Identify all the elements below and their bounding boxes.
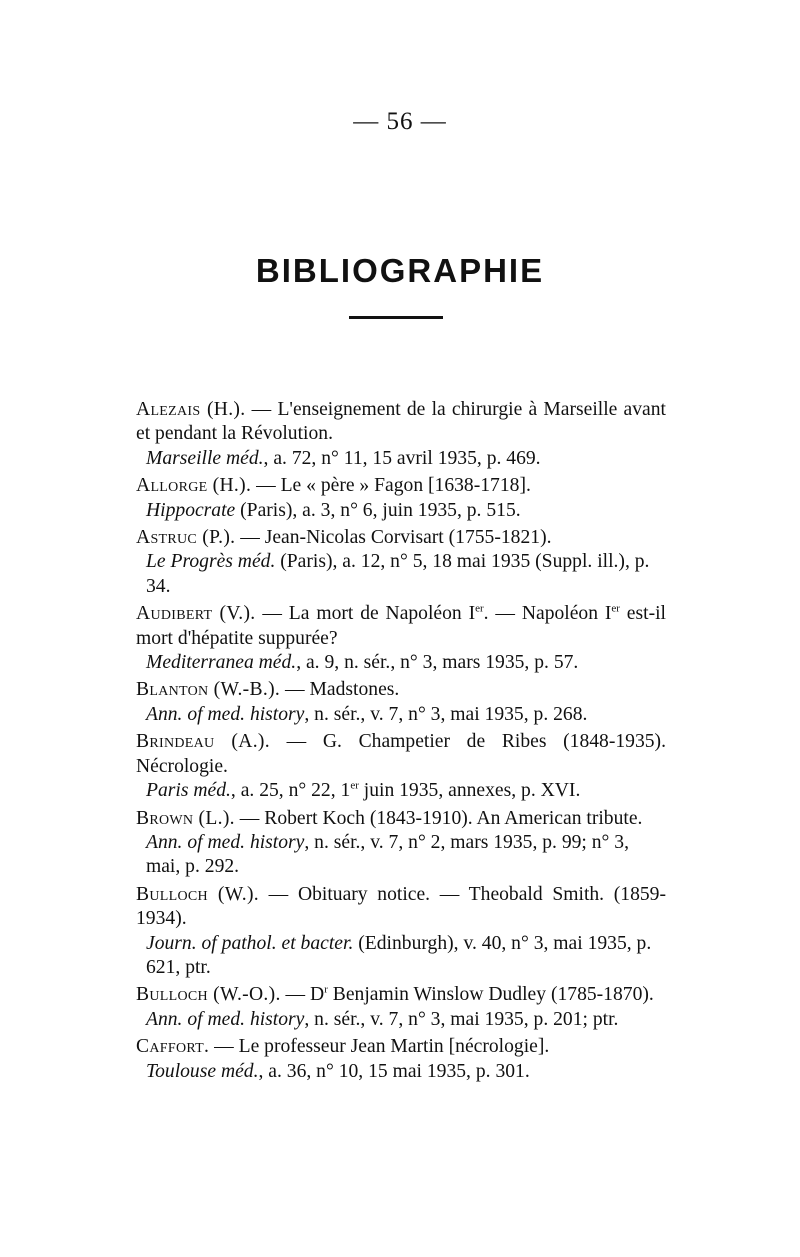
entry-journal: Toulouse méd. xyxy=(146,1060,259,1082)
entry-author: Allorge (H.). xyxy=(136,475,252,497)
page-title: BIBLIOGRAPHIE xyxy=(255,252,545,289)
entry-text: — Robert Koch (1843-1910). An American tribute. xyxy=(234,807,643,829)
entry-source xyxy=(136,703,666,727)
entry-source xyxy=(136,831,666,880)
entry-superscript: r xyxy=(324,983,328,996)
bibliography-entry xyxy=(136,807,666,880)
bibliography-entry xyxy=(136,474,666,523)
entry-heading xyxy=(136,678,666,702)
entry-heading xyxy=(136,474,666,498)
entry-author: Bulloch (W.). xyxy=(136,883,259,905)
entry-source xyxy=(136,550,666,599)
entry-details: , n. sér., v. 7, n° 2, mars 1935, p. 99; n° 3, mai, p. 292. xyxy=(146,831,629,878)
entry-details: , n. sér., v. 7, n° 3, mai 1935, p. 268. xyxy=(304,703,588,725)
entry-journal: Paris méd. xyxy=(146,780,231,802)
entry-text: Benjamin Winslow Dudley (1785-1870). xyxy=(327,984,654,1006)
entry-author: Caffort. xyxy=(136,1036,210,1058)
bibliography-entry xyxy=(136,983,666,1032)
title-rule xyxy=(349,316,443,319)
entry-details: , a. 9, n. sér., n° 3, mars 1935, p. 57. xyxy=(296,652,579,674)
page-number: — 56 — xyxy=(353,108,447,135)
entry-source xyxy=(136,1008,666,1032)
entry-heading xyxy=(136,398,666,447)
entry-heading xyxy=(136,807,666,831)
entry-text: — Le « père » Fagon [1638-1718]. xyxy=(251,475,531,497)
entry-author: Blanton (W.-B.). xyxy=(136,679,281,701)
entry-author: Bulloch (W.-O.). xyxy=(136,984,281,1006)
entry-text: — Le professeur Jean Martin [nécrologie]. xyxy=(209,1036,550,1058)
entry-heading xyxy=(136,526,666,550)
bibliography-list xyxy=(136,398,666,1087)
entry-source xyxy=(136,499,666,523)
entry-text: est-il mort d'hépatite suppurée? xyxy=(136,603,666,649)
entry-source xyxy=(136,651,666,675)
entry-text: — Obituary notice. — Theobald Smith. (1859-1934). xyxy=(136,883,667,930)
entry-heading xyxy=(136,730,666,779)
entry-details: juin 1935, annexes, p. XVI. xyxy=(358,780,581,802)
bibliography-entry xyxy=(136,883,666,981)
entry-journal: Le Progrès méd. xyxy=(146,551,276,573)
entry-source xyxy=(136,932,666,981)
bibliography-entry xyxy=(136,526,666,599)
entry-superscript: er xyxy=(611,602,620,615)
entry-author: Brindeau (A.). xyxy=(136,731,270,753)
entry-journal: Ann. of med. history xyxy=(146,703,305,725)
entry-superscript: er xyxy=(350,779,359,792)
entry-journal: Ann. of med. history xyxy=(146,1008,305,1030)
entry-source xyxy=(136,1060,666,1084)
entry-heading xyxy=(136,1035,666,1059)
entry-text: — Jean-Nicolas Corvisart (1755-1821). xyxy=(235,527,552,549)
entry-details: , a. 72, n° 11, 15 avril 1935, p. 469. xyxy=(263,447,541,469)
entry-text: — L'enseignement de la chirurgie à Marseille avant et pendant la Révolution. xyxy=(136,399,666,445)
entry-details: (Paris), a. 12, n° 5, 18 mai 1935 (Suppl. ill.), p. 34. xyxy=(146,551,650,597)
entry-journal: Ann. of med. history xyxy=(146,831,305,853)
entry-author: Brown (L.). xyxy=(136,807,235,829)
entry-details: (Edinburgh), v. 40, n° 3, mai 1935, p. 621, ptr. xyxy=(146,932,652,978)
bibliography-entry xyxy=(136,1035,666,1084)
bibliography-entry xyxy=(136,730,666,803)
entry-source xyxy=(136,447,666,471)
entry-superscript: er xyxy=(475,602,484,615)
entry-journal: Hippocrate xyxy=(146,499,236,521)
bibliography-entry xyxy=(136,602,666,675)
entry-author: Audibert (V.). xyxy=(136,603,256,625)
entry-text: — Madstones. xyxy=(280,679,400,701)
entry-journal: Journ. of pathol. et bacter. xyxy=(146,932,354,954)
entry-author: Alezais (H.). xyxy=(136,399,246,420)
entry-details: (Paris), a. 3, n° 6, juin 1935, p. 515. xyxy=(235,499,521,521)
entry-heading xyxy=(136,602,666,651)
entry-author: Astruc (P.). xyxy=(136,527,236,549)
entry-text: . — Napoléon I xyxy=(483,603,612,625)
entry-heading xyxy=(136,883,666,932)
entry-details: , a. 36, n° 10, 15 mai 1935, p. 301. xyxy=(258,1060,530,1082)
entry-text: — G. Champetier de Ribes (1848-1935). Nécrologie. xyxy=(136,731,666,777)
entry-source xyxy=(136,779,666,803)
entry-journal: Marseille méd. xyxy=(146,447,264,469)
entry-details: , n. sér., v. 7, n° 3, mai 1935, p. 201; ptr. xyxy=(304,1008,619,1030)
entry-text: — D xyxy=(280,984,325,1006)
entry-details: , a. 25, n° 22, 1 xyxy=(230,780,351,802)
entry-text: — La mort de Napoléon I xyxy=(255,603,476,625)
entry-heading xyxy=(136,983,666,1007)
entry-journal: Mediterranea méd. xyxy=(146,652,297,674)
bibliography-entry xyxy=(136,398,666,471)
bibliography-entry xyxy=(136,678,666,727)
